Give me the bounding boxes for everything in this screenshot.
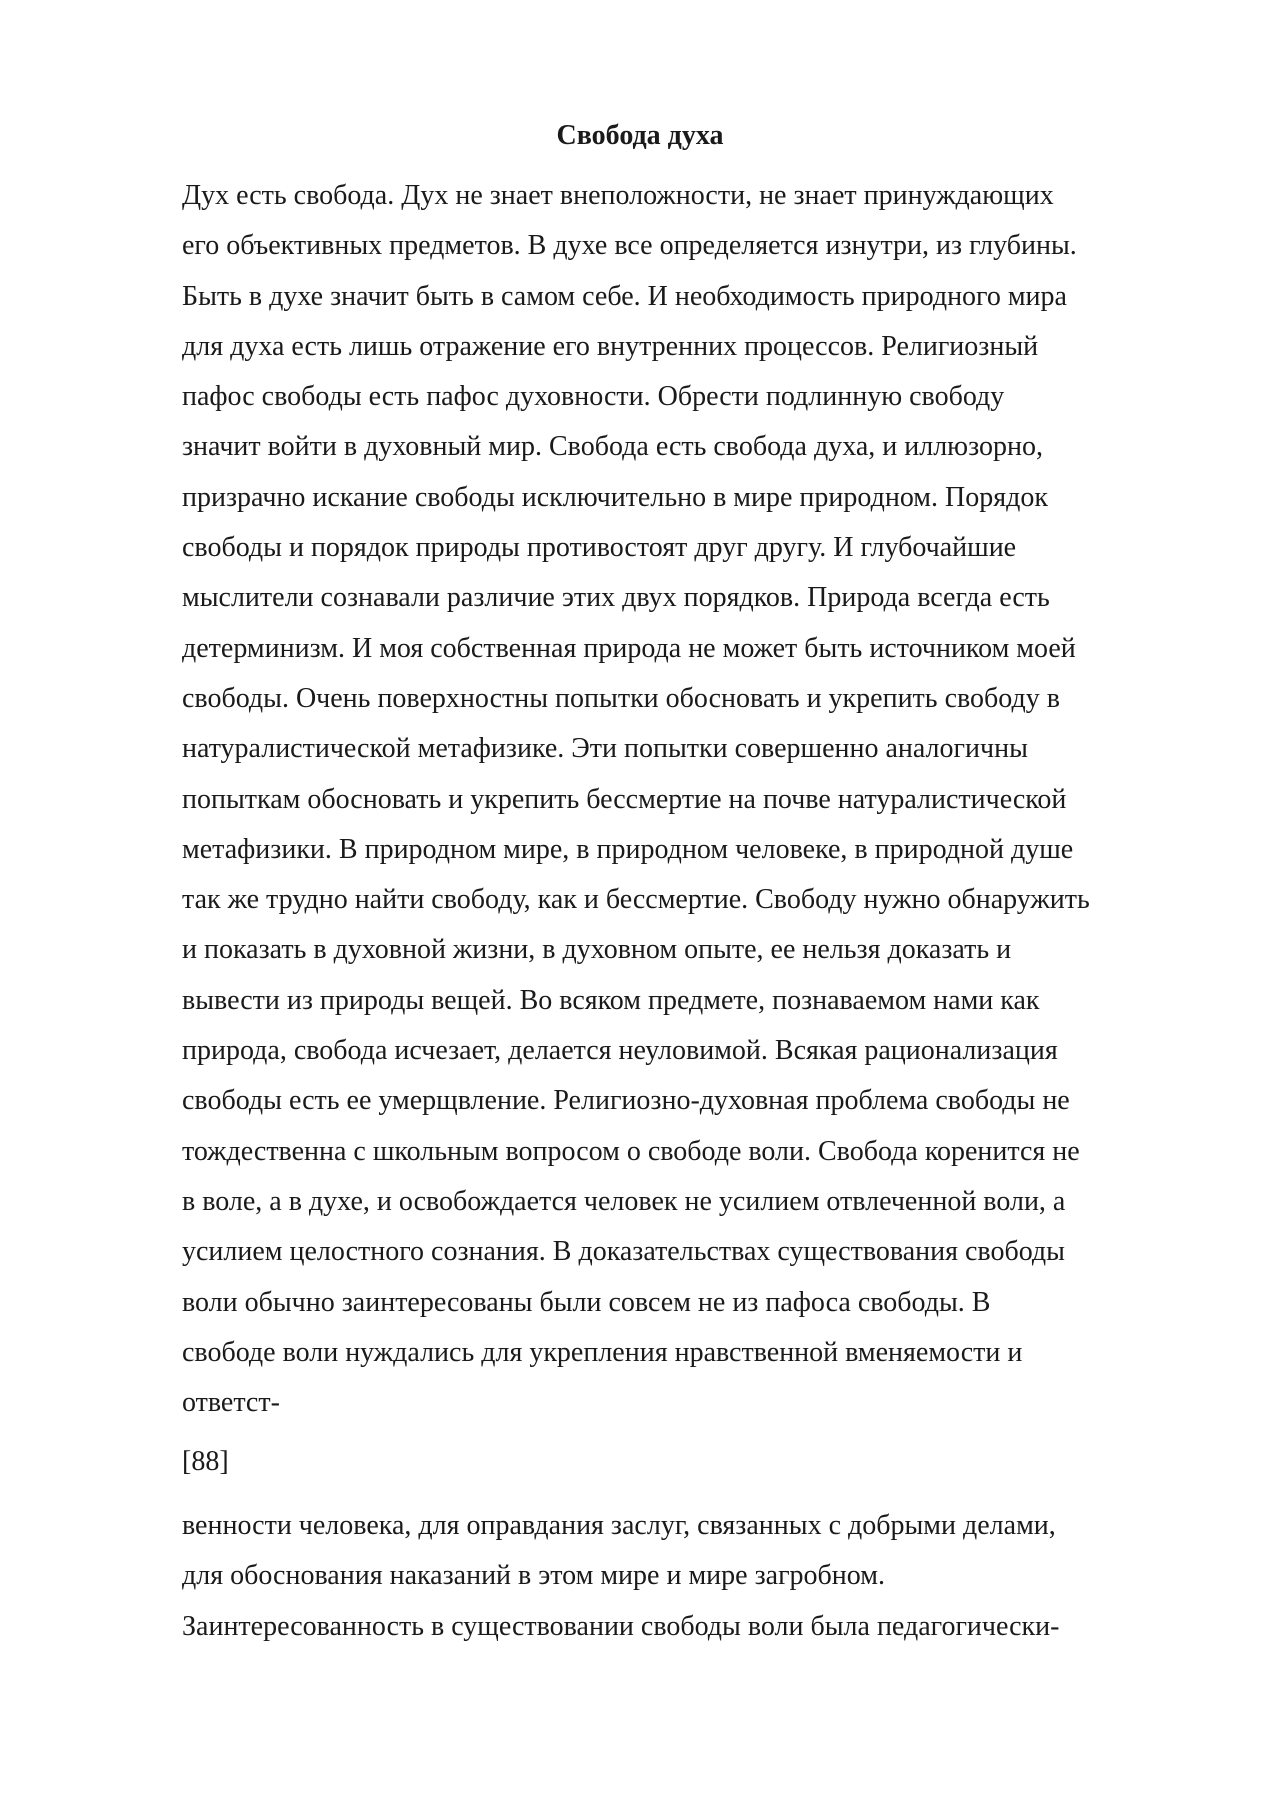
text-line: значит войти в духовный мир. Свобода есть свобода духа, и иллюзорно, xyxy=(182,431,1043,463)
text-line: попыткам обосновать и укрепить бессмертие на почве натуралистической xyxy=(182,783,1067,815)
document-title: Свобода духа xyxy=(556,120,724,151)
text-line: свободы и порядок природы противостоят друг другу. И глубочайшие xyxy=(182,532,1017,564)
text-line: для обоснования наказаний в этом мире и мире загробном. xyxy=(182,1560,885,1592)
text-line: свободе воли нуждались для укрепления нравственной вменяемости и xyxy=(182,1336,1023,1368)
text-line: метафизики. В природном мире, в природном человеке, в природной душе xyxy=(182,833,1074,865)
text-line: Заинтересованность в существовании свободы воли была педагогически- xyxy=(182,1610,1060,1642)
text-line: свободы. Очень поверхностны попытки обосновать и укрепить свободу в xyxy=(182,682,1060,714)
text-line: натуралистической метафизике. Эти попытки совершенно аналогичны xyxy=(182,733,1028,765)
text-line: свободы есть ее умерщвление. Религиозно-духовная проблема свободы не xyxy=(182,1085,1070,1117)
text-line: для духа есть лишь отражение его внутренних процессов. Религиозный xyxy=(182,330,1039,362)
page-number: [88] xyxy=(182,1446,229,1477)
text-line: пафос свободы есть пафос духовности. Обрести подлинную свободу xyxy=(182,381,1005,413)
text-line: детерминизм. И моя собственная природа не может быть источником моей xyxy=(182,632,1076,664)
text-line: тождественна с школьным вопросом о свободе воли. Свобода коренится не xyxy=(182,1135,1080,1167)
body-text-block-continued xyxy=(182,1508,1172,1659)
text-line: призрачно искание свободы исключительно в мире природном. Порядок xyxy=(182,481,1048,513)
text-line: вывести из природы вещей. Во всяком предмете, познаваемом нами как xyxy=(182,984,1040,1016)
text-line: его объективных предметов. В духе все определяется изнутри, из глубины. xyxy=(182,230,1077,262)
text-line: ответст- xyxy=(182,1387,280,1419)
text-line: Дух есть свобода. Дух не знает внеположности, не знает принуждающих xyxy=(182,180,1054,211)
text-line: и показать в духовной жизни, в духовном опыте, ее нельзя доказать и xyxy=(182,934,1012,966)
text-line: мыслители сознавали различие этих двух порядков. Природа всегда есть xyxy=(182,582,1050,614)
text-line: усилием целостного сознания. В доказательствах существования свободы xyxy=(182,1236,1065,1268)
text-line: воли обычно заинтересованы были совсем не из пафоса свободы. В xyxy=(182,1286,991,1318)
text-line: в воле, а в духе, и освобождается человек не усилием отвлеченной воли, а xyxy=(182,1185,1066,1217)
text-line: венности человека, для оправдания заслуг, связанных с добрыми делами, xyxy=(182,1510,1056,1541)
text-line: Быть в духе значит быть в самом себе. И необходимость природного мира xyxy=(182,280,1067,312)
text-line: природа, свобода исчезает, делается неуловимой. Всякая рационализация xyxy=(182,1035,1058,1067)
text-line: так же трудно найти свободу, как и бессмертие. Свободу нужно обнаружить xyxy=(182,884,1090,916)
body-text-block xyxy=(182,178,1172,1435)
